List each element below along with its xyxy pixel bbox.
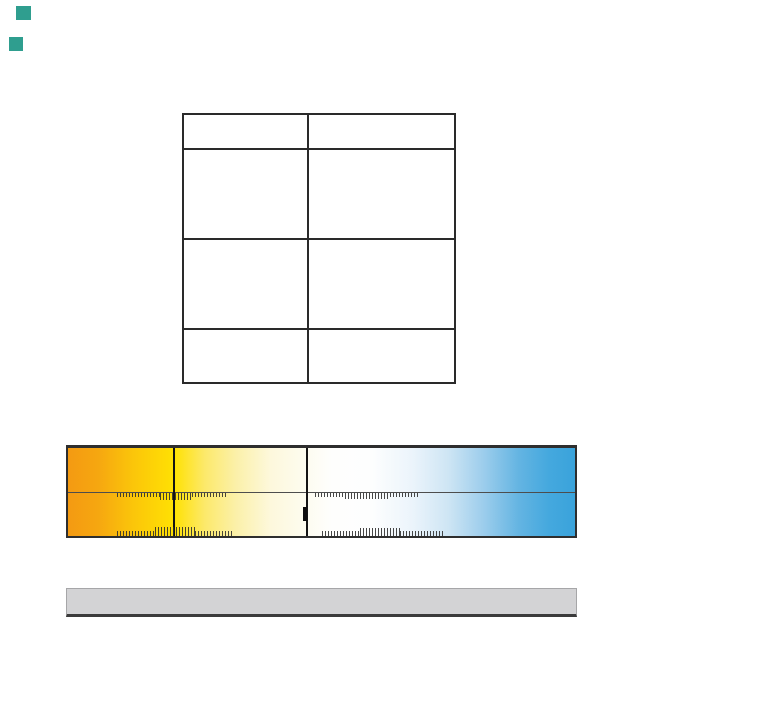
table-header-row xyxy=(183,114,455,149)
table-cell-description xyxy=(308,149,455,239)
ruler-ticks xyxy=(195,531,233,536)
table-cell-range xyxy=(183,149,308,239)
ruler-ticks xyxy=(400,531,443,536)
ruler-ticks xyxy=(192,493,226,497)
table-row xyxy=(183,329,455,383)
ruler-ticks xyxy=(360,528,400,536)
table-row xyxy=(183,149,455,239)
ruler-ticks xyxy=(345,493,390,499)
table-cell-range xyxy=(183,329,308,383)
ruler-ticks xyxy=(390,493,418,497)
marker-dash-4500 xyxy=(303,507,307,521)
teal-square-bottom xyxy=(9,37,23,51)
ruler-ticks xyxy=(160,493,192,500)
ruler-ticks xyxy=(117,531,155,536)
divider-line-4500 xyxy=(306,448,308,536)
teal-square-top xyxy=(16,6,31,20)
kelvin-axis-bar xyxy=(66,588,577,617)
table-cell-description xyxy=(308,239,455,329)
table-row xyxy=(183,239,455,329)
ruler-ticks xyxy=(117,493,160,497)
temperature-table xyxy=(182,113,456,384)
ruler-ticks xyxy=(315,493,345,497)
table-header-description xyxy=(308,114,455,149)
ruler-ticks xyxy=(155,527,195,536)
table-cell-range xyxy=(183,239,308,329)
table-cell-description xyxy=(308,329,455,383)
divider-line-3500 xyxy=(173,448,175,536)
ruler-ticks xyxy=(322,531,360,536)
color-temperature-gradient-bar xyxy=(66,445,577,538)
table-header-range xyxy=(183,114,308,149)
